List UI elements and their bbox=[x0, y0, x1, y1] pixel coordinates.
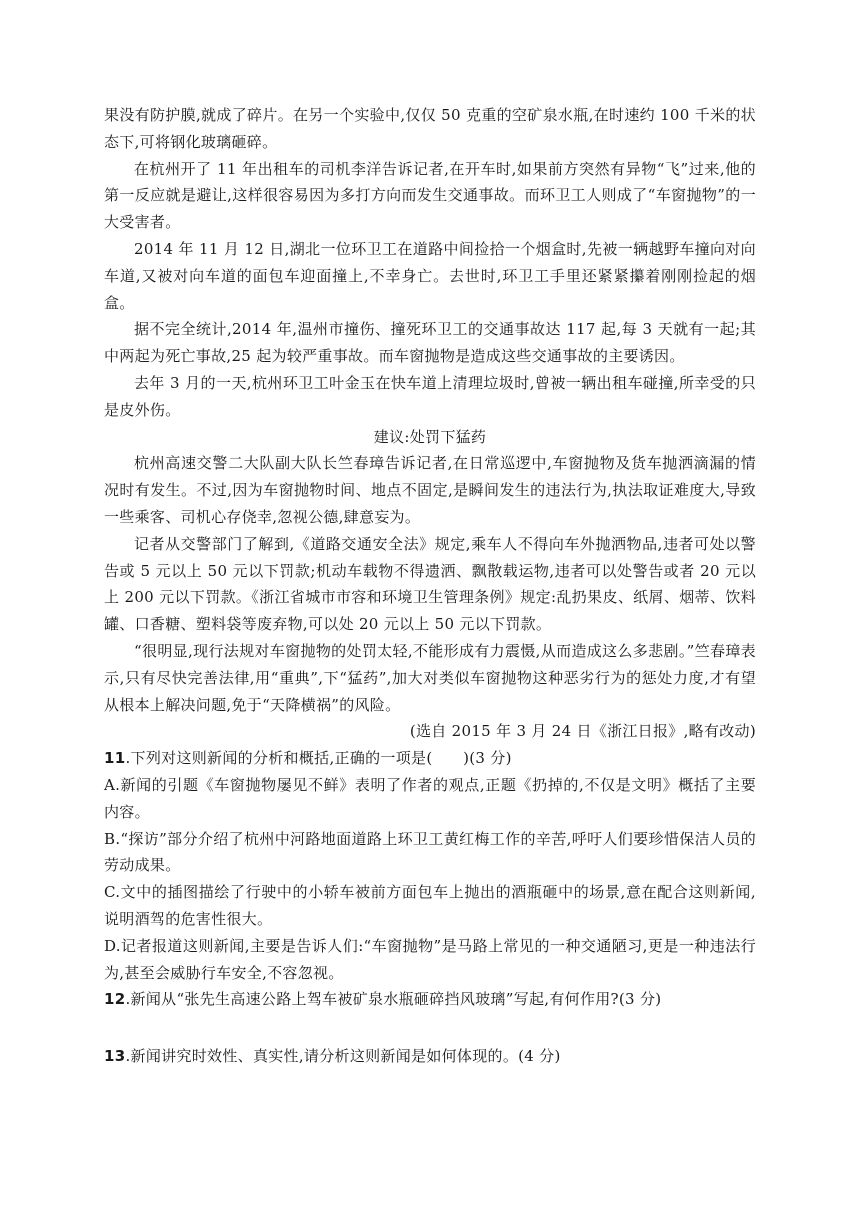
question-stem: .新闻从“张先生高速公路上驾车被矿泉水瓶砸碎挡风玻璃”写起,有何作用?(3 分) bbox=[125, 990, 662, 1009]
option-d: D.记者报道这则新闻,主要是告诉人们:“车窗抛物”是马路上常见的一种交通陋习,更是一种违法行为,甚至会威胁行车安全,不容忽视。 bbox=[104, 936, 756, 982]
article-paragraph: 杭州高速交警二大队副大队长竺春璋告诉记者,在日常巡逻中,车窗抛物及货车抛洒滴漏的情况时有发生。不过,因为车窗抛物时间、地点不固定,是瞬间发生的违法行为,执法取证难度大,导致一些乘客、司机心存侥幸,忽视公德,肆意妄为。 bbox=[104, 454, 756, 526]
question-stem: .新闻讲究时效性、真实性,请分析这则新闻是如何体现的。(4 分) bbox=[125, 1047, 561, 1066]
article-paragraph: “很明显,现行法规对车窗抛物的处罚太轻,不能形成有力震慑,从而造成这么多悲剧。”竺春璋表示,只有尽快完善法律,用“重典”,下“猛药”,加大对类似车窗抛物这种恶劣行为的惩处力度,才有望从根本上解决问题,免于“天降横祸”的风险。 bbox=[104, 641, 756, 714]
article-paragraph: 去年 3 月的一天,杭州环卫工叶金玉在快车道上清理垃圾时,曾被一辆出租车碰撞,所幸受的只是皮外伤。 bbox=[104, 373, 756, 419]
section-title: 建议:处罚下猛药 bbox=[373, 427, 487, 446]
question-number: 13 bbox=[104, 1047, 126, 1066]
article-paragraph: 果没有防护膜,就成了碎片。在另一个实验中,仅仅 50 克重的空矿泉水瓶,在时速约 100 千米的状态下,可将钢化玻璃砸碎。 bbox=[104, 106, 756, 151]
article-paragraph: 据不完全统计,2014 年,温州市撞伤、撞死环卫工的交通事故达 117 起,每 3 天就有一起;其中两起为死亡事故,25 起为较严重事故。而车窗抛物是造成这些交通事故的主要诱因。 bbox=[104, 320, 756, 366]
question-stem: .下列对这则新闻的分析和概括,正确的一项是( )(3 分) bbox=[125, 749, 512, 768]
article-paragraph: 在杭州开了 11 年出租车的司机李洋告诉记者,在开车时,如果前方突然有异物“飞”过来,他的第一反应就是避让,这样很容易因为多打方向而发生交通事故。而环卫工人则成了“车窗抛物”的一大受害者。 bbox=[104, 159, 756, 232]
question-11 bbox=[104, 745, 756, 772]
document-page bbox=[104, 102, 756, 1070]
article-source: (选自 2015 年 3 月 24 日《浙江日报》,略有改动) bbox=[409, 722, 756, 741]
answer-space bbox=[104, 1013, 756, 1043]
article-paragraph: 记者从交警部门了解到,《道路交通安全法》规定,乘车人不得向车外抛洒物品,违者可处以警告或 5 元以上 50 元以下罚款;机动车载物不得遗洒、飘散载运物,违者可以处警告或者 20 元以上 200 元以下罚款。《浙江省城市市容和环境卫生管理条例》规定:乱扔果皮、纸屑、烟蒂、饮料罐、口香糖、塑料袋等废弃物,可以处 20 元以上 50 元以下罚款。 bbox=[104, 534, 756, 634]
question-12 bbox=[104, 986, 756, 1013]
option-a: A.新闻的引题《车窗抛物屡见不鲜》表明了作者的观点,正题《扔掉的,不仅是文明》概括了主要内容。 bbox=[104, 775, 756, 821]
option-c: C.文中的插图描绘了行驶中的小轿车被前方面包车上抛出的酒瓶砸中的场景,意在配合这则新闻,说明酒驾的危害性很大。 bbox=[104, 883, 756, 928]
question-number: 11 bbox=[104, 749, 126, 768]
question-13 bbox=[104, 1043, 756, 1070]
article-paragraph: 2014 年 11 月 12 日,湖北一位环卫工在道路中间捡拾一个烟盒时,先被一辆越野车撞向对向车道,又被对向车道的面包车迎面撞上,不幸身亡。去世时,环卫工手里还紧紧攥着刚刚捡起的烟盒。 bbox=[104, 239, 756, 312]
question-number: 12 bbox=[104, 990, 126, 1009]
option-b: B.“探访”部分介绍了杭州中河路地面道路上环卫工黄红梅工作的辛苦,呼吁人们要珍惜保洁人员的劳动成果。 bbox=[104, 829, 756, 875]
